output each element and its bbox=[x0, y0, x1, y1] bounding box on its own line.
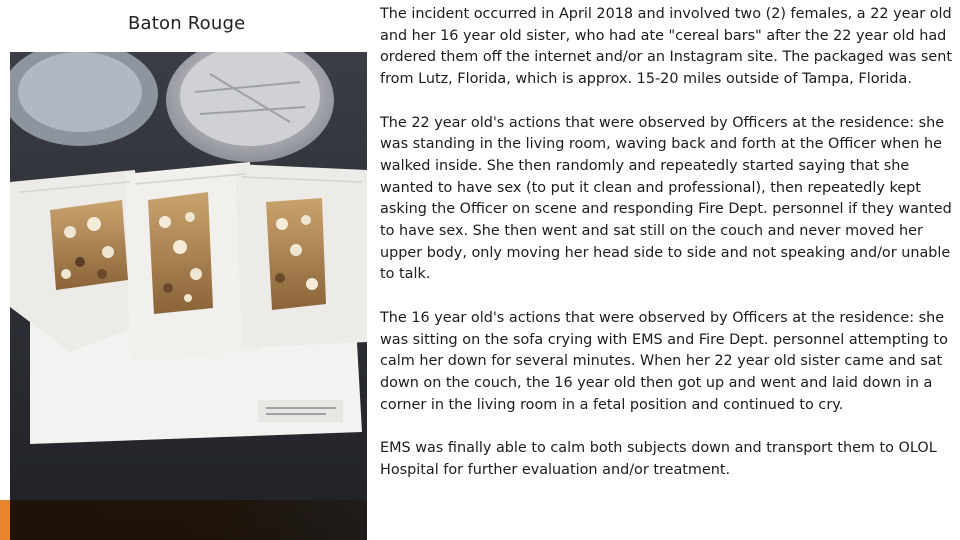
incident-description bbox=[380, 4, 954, 481]
paragraph-22-year-old-actions: The 22 year old's actions that were observed by Officers at the residence: she was standing in the living room, waving back and forth at the Officer when he walked inside. She then randomly and repeatedly started saying that she wanted to have sex (to put it clean and professional), then repeatedly kept asking the Officer on scene and responding Fire Dept. personnel if they wanted to have sex. She then went and sat still on the couch and never moved her upper body, only moving her head side to side and not speaking and/or unable to talk. bbox=[380, 114, 952, 283]
paragraph-incident-summary: The incident occurred in April 2018 and involved two (2) females, a 22 year old and her 16 year old sister, who had ate "cereal bars" after the 22 year old had ordered them off the internet and/or an Instagram site. The packaged was sent from Lutz, Florida, which is approx. 15-20 miles outside of Tampa, Florida. bbox=[380, 6, 953, 88]
paragraph-16-year-old-actions: The 16 year old's actions that were observed by Officers at the residence: she was sitting on the sofa crying with EMS and Fire Dept. personnel attempting to calm her down for several minutes. When her 22 year old sister came and sat down on the couch, the 16 year old then got up and went and laid down in a corner in the living room in a fetal position and continued to cry. bbox=[380, 309, 948, 413]
slide-title: Baton Rouge bbox=[128, 13, 246, 34]
evidence-photo bbox=[10, 52, 367, 540]
paragraph-ems-transport: EMS was finally able to calm both subjects down and transport them to OLOL Hospital for further evaluation and/or treatment. bbox=[380, 440, 937, 478]
